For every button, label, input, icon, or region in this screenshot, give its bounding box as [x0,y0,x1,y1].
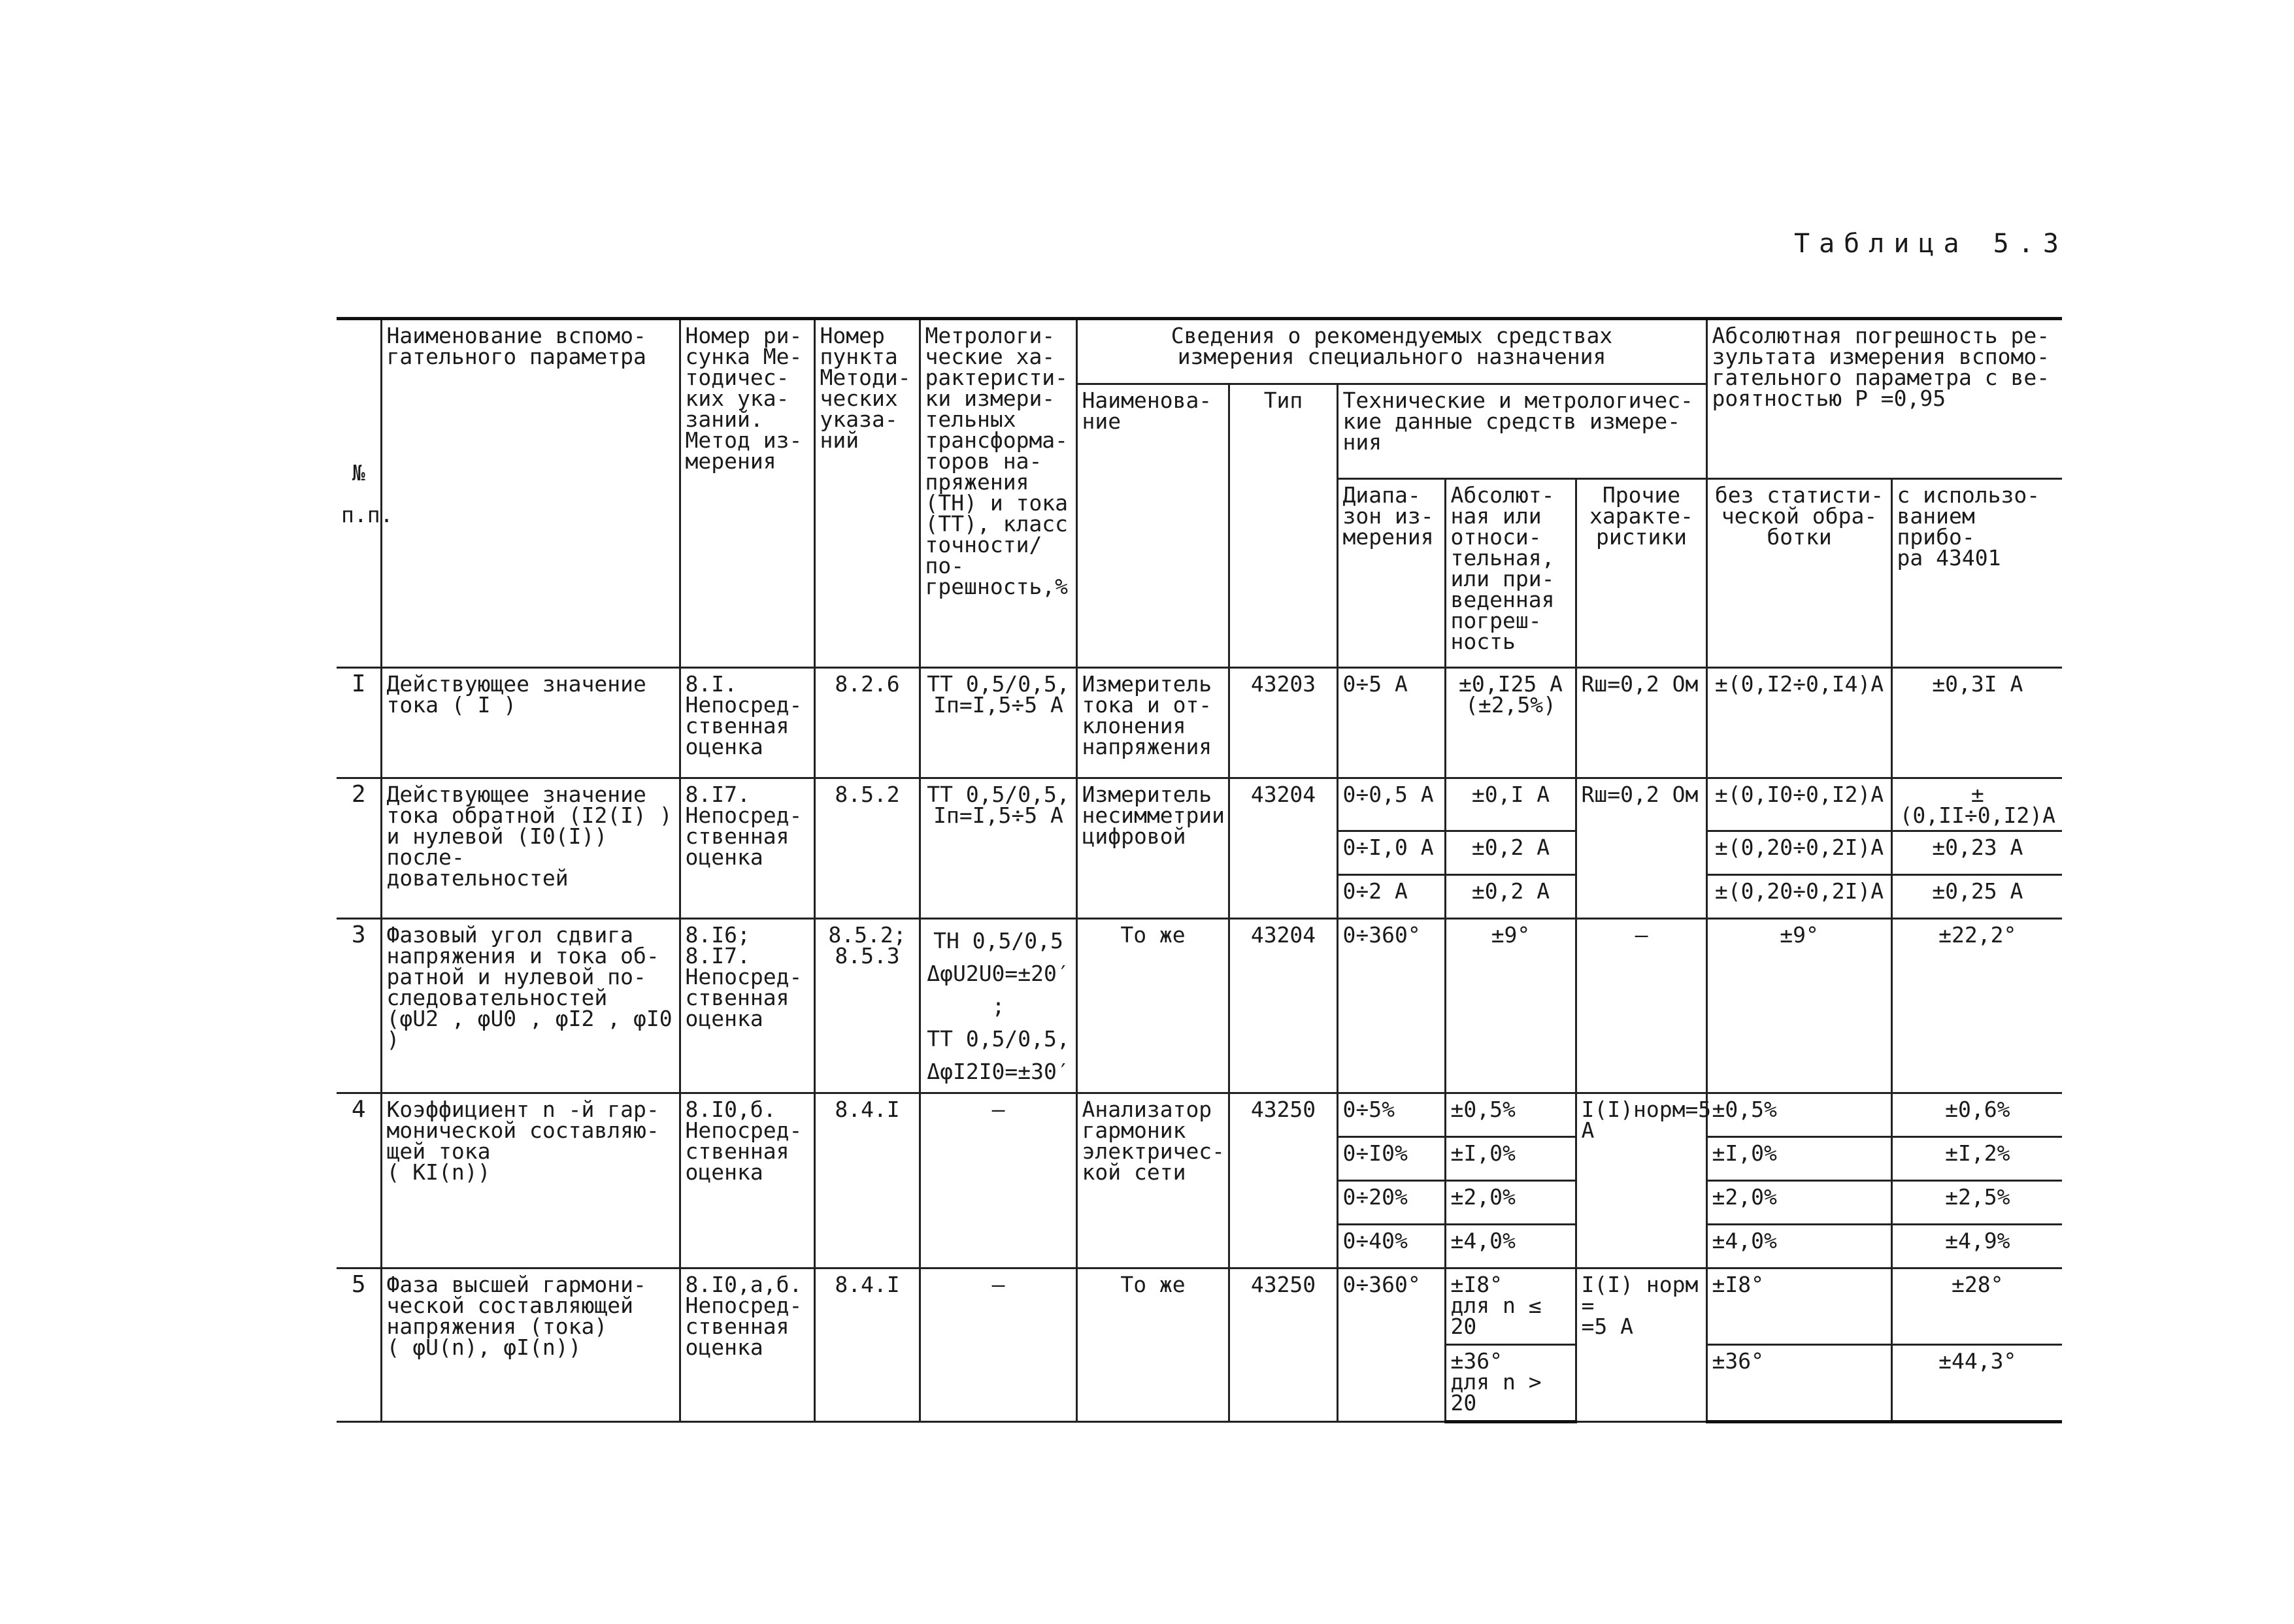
row-metro: – [920,1268,1076,1422]
row-num: 5 [337,1268,381,1422]
row-no-stat: ±I,0% [1706,1137,1891,1181]
col-header-tech-group: Технические и метрологичес- кие данные средств измере- ния [1337,384,1706,479]
row-type: 43204 [1229,919,1337,1093]
row-num: I [337,668,381,778]
row-type: 43203 [1229,668,1337,778]
row-no-stat: ±(0,I0÷0,I2)А [1706,778,1891,831]
col-header-param-name: Наименование вспомо- гательного параметра [381,319,680,668]
row-other: Rш=0,2 Ом [1576,778,1706,919]
col-header-device-name: Наименова- ние [1076,384,1229,668]
row-clause: 8.5.2; 8.5.3 [814,919,920,1093]
row-with-device: ±2,5% [1891,1181,2062,1225]
row-param-name: Действующее значение тока ( I ) [381,668,680,778]
col-header-abs-error-group: Абсолютная погрешность ре- зультата измерения вспомо- гательного параметра с ве- роятностью P =0,95 [1706,319,2062,479]
row-error: ±0,5% [1445,1093,1576,1137]
row-method: 8.I6; 8.I7. Непосред- ственная оценка [680,919,814,1093]
row-range: 0÷0,5 А [1337,778,1445,831]
row-with-device: ±0,3I А [1891,668,2062,778]
row-with-device: ±22,2° [1891,919,2062,1093]
row-device-name: Измеритель тока и от- клонения напряжения [1076,668,1229,778]
row-type: 43204 [1229,778,1337,919]
row-error: ±0,I А [1445,778,1576,831]
row-num: 4 [337,1093,381,1268]
row-no-stat: ±I8° [1706,1268,1891,1345]
row-with-device: ±0,25 А [1891,875,2062,919]
row-no-stat: ±(0,I2÷0,I4)А [1706,668,1891,778]
row-no-stat: ±(0,20÷0,2I)А [1706,875,1891,919]
table-row [337,1093,2062,1137]
table-row [337,1268,2062,1345]
row-device-name: Измеритель несимметрии цифровой [1076,778,1229,919]
row-other: Rш=0,2 Ом [1576,668,1706,778]
row-error: ±36° для n > 20 [1445,1345,1576,1422]
row-range: 0÷I0% [1337,1137,1445,1181]
row-metro: ТН 0,5/0,5 ΔφU2U0=±20′ ; ТТ 0,5/0,5, ΔφI2I0=±30′ [920,919,1076,1093]
row-with-device: ±0,6% [1891,1093,2062,1137]
row-param-name: Фазовый угол сдвига напряжения и тока об- ратной и нулевой по- следовательностей (φU2 , φU0 , φI2 , φI0 ) [381,919,680,1093]
row-device-name: Анализатор гармоник электричес- кой сети [1076,1093,1229,1268]
row-no-stat: ±(0,20÷0,2I)А [1706,831,1891,875]
row-type: 43250 [1229,1268,1337,1422]
row-range: 0÷2 А [1337,875,1445,919]
row-param-name: Фаза высшей гармони- ческой составляющей напряжения (тока) ( φU(n), φI(n)) [381,1268,680,1422]
row-num: 3 [337,919,381,1093]
row-range: 0÷40% [1337,1225,1445,1268]
row-error: ±9° [1445,919,1576,1093]
row-clause: 8.4.I [814,1093,920,1268]
row-error: ±0,I25 А (±2,5%) [1445,668,1576,778]
col-header-no-stat: без статисти- ческой обра- ботки [1706,479,1891,668]
row-range: 0÷360° [1337,1268,1445,1422]
row-no-stat: ±4,0% [1706,1225,1891,1268]
row-with-device: ±I,2% [1891,1137,2062,1181]
row-method: 8.I0,б. Непосред- ственная оценка [680,1093,814,1268]
measurement-means-table [337,317,2062,1423]
row-no-stat: ±2,0% [1706,1181,1891,1225]
row-error: ±I,0% [1445,1137,1576,1181]
row-method: 8.I. Непосред- ственная оценка [680,668,814,778]
col-header-type: Тип [1229,384,1337,668]
row-range: 0÷360° [1337,919,1445,1093]
table-row [337,919,2062,1093]
col-header-other: Прочие характе- ристики [1576,479,1706,668]
row-clause: 8.4.I [814,1268,920,1422]
row-clause: 8.2.6 [814,668,920,778]
row-clause: 8.5.2 [814,778,920,919]
table-row [337,668,2062,778]
row-range: 0÷5% [1337,1093,1445,1137]
row-with-device: ±0,23 А [1891,831,2062,875]
table-row [337,778,2062,831]
row-type: 43250 [1229,1093,1337,1268]
row-device-name: То же [1076,1268,1229,1422]
row-param-name: Действующее значение тока обратной (I2(I) ) и нулевой (I0(I)) после- довательностей [381,778,680,919]
row-metro: ТТ 0,5/0,5, Iп=I,5÷5 А [920,668,1076,778]
table-caption: Таблица 5.3 [1794,229,2068,259]
row-num: 2 [337,778,381,919]
row-no-stat: ±0,5% [1706,1093,1891,1137]
row-method: 8.I0,а,б. Непосред- ственная оценка [680,1268,814,1422]
row-with-device: ±44,3° [1891,1345,2062,1422]
row-method: 8.I7. Непосред- ственная оценка [680,778,814,919]
row-with-device: ±(0,II÷0,I2)А [1891,778,2062,831]
row-range: 0÷20% [1337,1181,1445,1225]
col-header-range: Диапа- зон из- мерения [1337,479,1445,668]
row-range: 0÷I,0 А [1337,831,1445,875]
header-row [337,319,2062,384]
col-header-metro: Метрологи- ческие ха- рактеристи- ки измери- тельных трансформа- торов на- пряжения (ТН) и тока (ТТ), класс точности/по- грешность,% [920,319,1076,668]
row-param-name: Коэффициент n -й гар- монической составляю- щей тока ( KI(n)) [381,1093,680,1268]
row-other: I(I)норм=5 А [1576,1093,1706,1268]
row-error: ±0,2 А [1445,875,1576,919]
row-no-stat: ±9° [1706,919,1891,1093]
col-header-with-device: с использо- ванием прибо- ра 43401 [1891,479,2062,668]
col-header-means-group: Сведения о рекомендуемых средствах измерения специального назначения [1076,319,1706,384]
row-device-name: То же [1076,919,1229,1093]
row-error: ±4,0% [1445,1225,1576,1268]
row-with-device: ±4,9% [1891,1225,2062,1268]
row-range: 0÷5 А [1337,668,1445,778]
row-error: ±2,0% [1445,1181,1576,1225]
col-header-error: Абсолют- ная или относи- тельная, или при- веденная погреш- ность [1445,479,1576,668]
row-error: ±I8° для n ≤ 20 [1445,1268,1576,1345]
row-no-stat: ±36° [1706,1345,1891,1422]
row-error: ±0,2 А [1445,831,1576,875]
col-header-figure-method: Номер ри- сунка Ме- тодичес- ких ука- заний. Метод из- мерения [680,319,814,668]
row-metro: ТТ 0,5/0,5, Iп=I,5÷5 А [920,778,1076,919]
row-with-device: ±28° [1891,1268,2062,1345]
col-header-clause: Номер пункта Методи- ческих указа- ний [814,319,920,668]
row-other: I(I) норм = =5 А [1576,1268,1706,1422]
row-other: – [1576,919,1706,1093]
row-metro: – [920,1093,1076,1268]
col-header-num: № п.п. [337,319,381,668]
